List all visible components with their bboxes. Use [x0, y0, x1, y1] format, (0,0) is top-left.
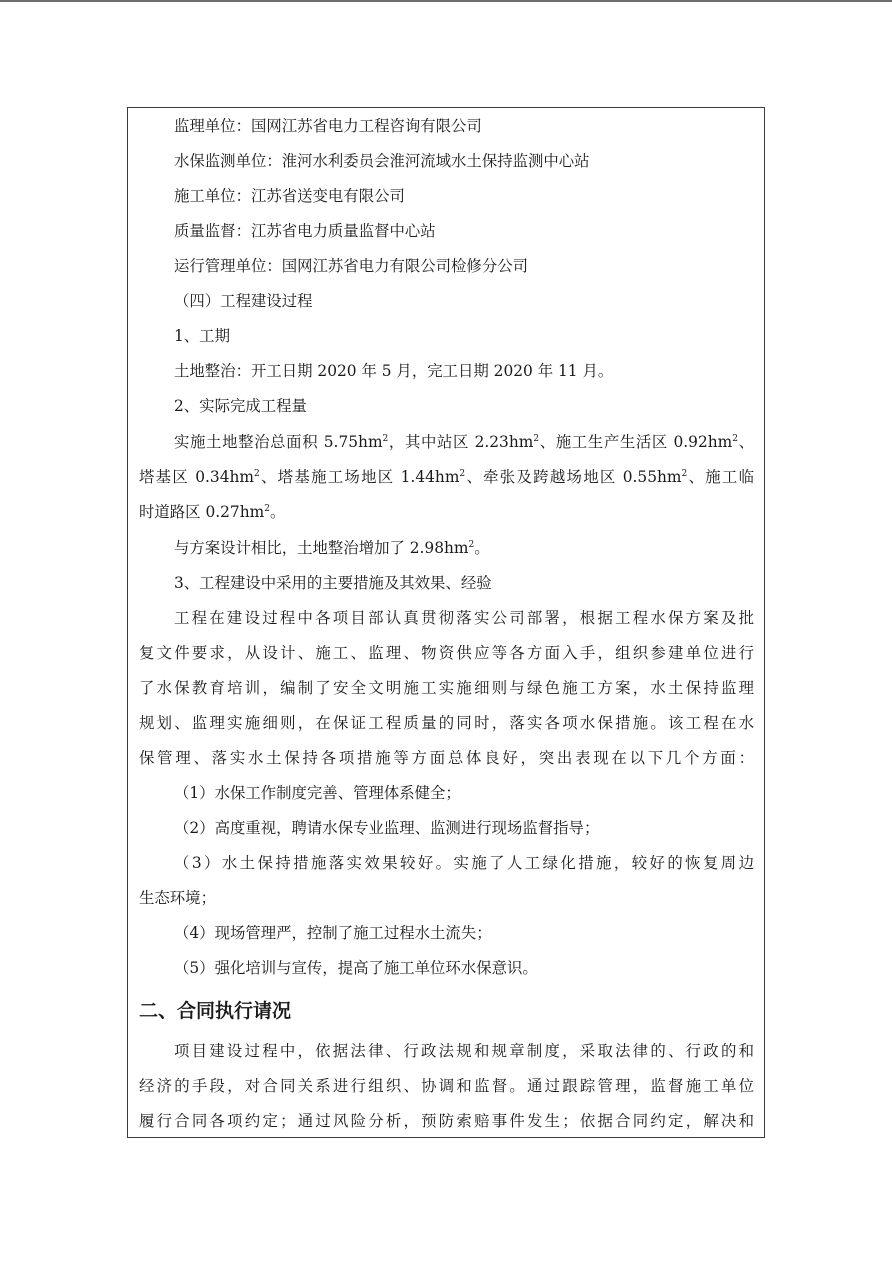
contract-heading: 二、合同执行请况 — [139, 1000, 292, 1022]
measures-line: 保管理、落实水土保持各项措施等方面总体良好，突出表现在以下几个方面： — [139, 749, 754, 767]
measure-item: （1）水保工作制度完善、管理体系健全； — [174, 784, 461, 802]
quantity-title: 2、实际完成工程量 — [174, 397, 307, 415]
contract-line: 经济的手段，对合同关系进行组织、协调和监督。通过跟踪管理，监督施工单位 — [139, 1077, 754, 1095]
measure-item: （3）水土保持措施落实效果较好。实施了人工绿化措施，较好的恢复周边 — [174, 854, 754, 872]
measures-line: 复文件要求，从设计、施工、监理、物资供应等各方面入手，组织参建单位进行 — [139, 644, 754, 662]
period-title: 1、工期 — [174, 327, 230, 345]
measure-item-cont: 生态环境； — [139, 889, 216, 907]
page-top-rule — [0, 0, 892, 2]
quantity-line-2: 塔基区 $0.34hm^2$、塔基施工场地区 $1.44hm^2$、牵张及跨越场地区 $0.55hm^2$、施工临 — [139, 468, 754, 486]
content-frame — [127, 107, 765, 1138]
quality-supervision: 质量监督：江苏省电力质量监督中心站 — [174, 222, 436, 240]
measures-line: 工程在建设过程中各项目部认真贯彻落实公司部署，根据工程水保方案及批 — [174, 609, 754, 627]
measure-item: （4）现场管理严，控制了施工过程水土流失； — [174, 924, 492, 942]
measures-line: 规划、监理实施细则，在保证工程质量的同时，落实各项水保措施。该工程在水 — [139, 714, 754, 732]
period-text: 土地整治：开工日期 2020 年 5 月，完工日期 2020 年 11 月。 — [174, 362, 614, 380]
contract-line: 项目建设过程中，依据法律、行政法规和规章制度，采取法律的、行政的和 — [174, 1042, 754, 1060]
supervisor-unit: 监理单位：国网江苏省电力工程咨询有限公司 — [174, 117, 482, 135]
contract-line: 履行合同各项约定；通过风险分析，预防索赔事件发生；依据合同约定，解决和 — [139, 1112, 754, 1130]
construction-unit: 施工单位：江苏省送变电有限公司 — [174, 187, 405, 205]
quantity-line-1: 实施土地整治总面积 $5.75hm^2$，其中站区 $2.23hm^2$、施工生产生活区 $0.92hm^2$、 — [174, 433, 755, 451]
process-heading: （四）工程建设过程 — [174, 292, 313, 310]
operation-unit: 运行管理单位：国网江苏省电力有限公司检修分公司 — [174, 257, 528, 275]
measure-item: （5）强化培训与宣传，提高了施工单位环水保意识。 — [174, 959, 538, 977]
monitor-unit: 水保监测单位：淮河水利委员会淮河流域水土保持监测中心站 — [174, 152, 590, 170]
measures-line: 了水保教育培训，编制了安全文明施工实施细则与绿色施工方案，水土保持监理 — [139, 679, 754, 697]
compare-text: 与方案设计相比，土地整治增加了 $2.98hm^2$。 — [174, 539, 490, 557]
measure-item: （2）高度重视，聘请水保专业监理、监测进行现场监督指导； — [174, 819, 600, 837]
quantity-line-3: 时道路区 $0.27hm^2$。 — [139, 503, 286, 521]
measures-title: 3、工程建设中采用的主要措施及其效果、经验 — [174, 574, 492, 592]
